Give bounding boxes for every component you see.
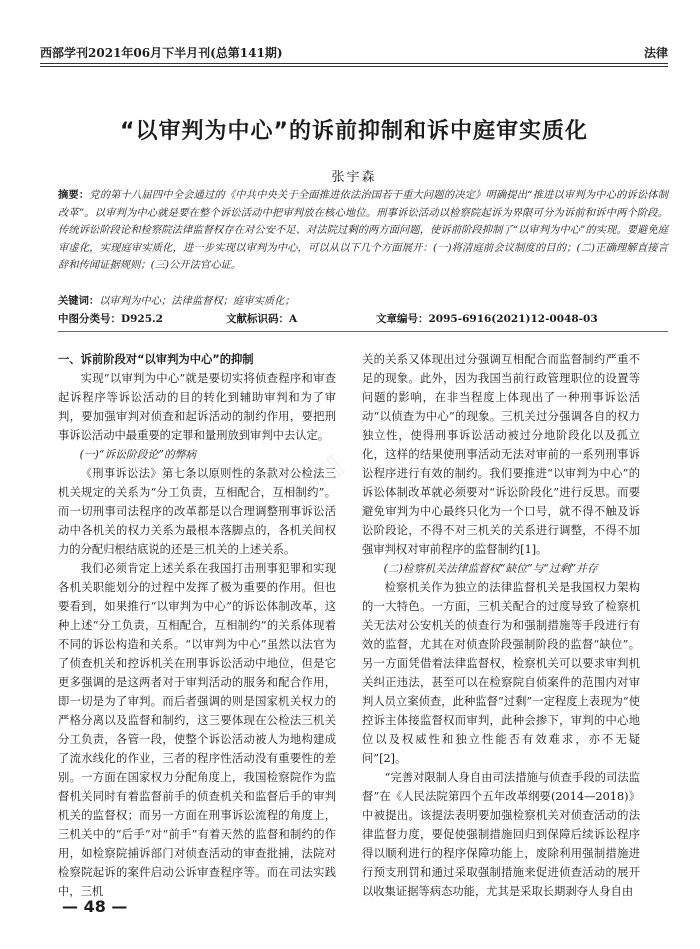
body-paragraph: “完善对限制人身自由司法措施与侦查手段的司法监督”在《人民法院第四个五年改革纲要(2014—2018)》中被提出。该提法表明要加强检察机关对侦查活动的法律监督力度，要促使强制措施回归到保障后续诉讼程序得以顺利进行的程序保障功能上，废除利用强制措施进行预支刑罚和通过采取强制措施来促进侦查活动的展开以收集证据等病态功能，尤其是采取长期剥夺人身自由 bbox=[362, 771, 640, 898]
keywords-text: 以审判为中心；法律监督权；庭审实质化； bbox=[99, 295, 295, 307]
article-number: 文章编号：2095-6916(2021)12-0048-03 bbox=[376, 313, 598, 325]
body-paragraph: 实现“以审判为中心”就是要切实将侦查程序和审查起诉程序等诉讼活动的目的转化到辅助审判和为了审判，要加强审判对侦查和起诉活动的制约作用，要把刑事诉讼活动中最重要的定罪和量刑放到审判中去认定。 bbox=[58, 372, 336, 442]
clc-number: 中图分类号：D925.2 bbox=[58, 313, 163, 325]
page-number: — 48 — bbox=[62, 897, 128, 916]
keywords bbox=[58, 292, 668, 307]
abstract-text: 党的第十八届四中全会通过的《中共中央关于全面推进依法治国若干重大问题的决定》明确提出“推进以审判为中心的诉讼体制改革”。以审判为中心就是要在整个诉讼活动中把审判放在核心地位。刑事诉讼活动以检察院起诉为界限可分为诉前和诉中两个阶段。传统诉讼阶段论和检察院法律监督权存在对公安不足、对法院过剩的两方面问题，使诉前阶段抑制了“以审判为中心”的实现。要避免庭审虚化，实现庭审实质化，进一步实现以审判为中心，可以从以下几个方面展开：(一)将清庭前会议制度的目的；(二)正确理解直接言辞和传闻证据规则；(三)公开法官心证。 bbox=[58, 189, 668, 271]
body-paragraph: 检察机关作为独立的法律监督机关是我国权力架构的一大特色。一方面，三机关配合的过度导致了检察机关无法对公安机关的侦查行为和强制措施等手段进行有效的监督，尤其在对侦查阶段强制阶段的监督“缺位”。另一方面凭借着法律监督权，检察机关可以要求审判机关纠正违法，甚至可以在检察院自侦案件的范围内对审判人员立案侦查，此种监督“过剩”一定程度上表现为“使控诉主体接监督权而审判，此种会掺下，审判的中心地位以及权威性和独立性能否有效难求，亦不无疑问”[2]。 bbox=[362, 581, 640, 765]
header-rule-thin bbox=[40, 66, 668, 67]
body-paragraph: 关的关系又体现出过分强调互相配合而监督制约严重不足的现象。此外，因为我国当前行政管理职位的设置等问题的影响，在非当程度上体现出了一种刑事诉讼活动“以侦查为中心”的现象。三机关过分强调各自的权力独立性，使得刑事诉讼活动被过分地阶段化以及孤立化，这样的结果使刑事活动无法对审前的一系列刑事诉讼程序进行有效的制约。我们要推进“以审判为中心”的诉讼体制改革就必须要对“诉讼阶段化”进行反思。而要避免审判为中心最终只化为一个口号，就不得不触及诉讼阶段论，不得不对三机关的关系进行调整，不得不加强审判权对审前程序的监督制约[1]。 bbox=[362, 353, 640, 556]
classification-row bbox=[58, 311, 668, 327]
section-name: 法律 bbox=[643, 46, 668, 60]
watermark: ℂℕ𝕂𝕀 bbox=[267, 449, 352, 526]
subsection-heading: (一)“诉讼阶段论”的弊病 bbox=[79, 448, 197, 461]
body-column-left bbox=[58, 350, 336, 901]
abstract-label: 摘要： bbox=[58, 189, 90, 201]
body-paragraph: 《刑事诉讼法》第七条以原则性的条款对公检法三机关规定的关系为“分工负责，互相配合，互相制约”。而一切刑事司法程序的改革都是以合理调整刑事诉讼活动中各机关的权力关系为最根本落脚点的，各机关间权力的分配归根结底说的还是三机关的上述关系。 bbox=[58, 467, 336, 556]
author: 张宇森 bbox=[331, 170, 377, 185]
abstract bbox=[58, 187, 668, 275]
header-rule-thick bbox=[40, 63, 668, 64]
article-title: “以审判为中心”的诉前抑制和诉中庭审实质化 bbox=[120, 119, 588, 144]
document-code: 文献标识码：A bbox=[226, 313, 298, 325]
subsection-heading: (二)检察机关法律监督权“缺位”与“过剩”并存 bbox=[383, 562, 598, 575]
body-paragraph: 我们必须肯定上述关系在我国打击刑事犯罪和实现各机关职能划分的过程中发挥了极为重要的作用。但也要看到，如果推行“以审判为中心”的诉讼体制改革，这种上述“分工负责，互相配合，互相制约”的关系体现着不同的诉讼构造和关系。“以审判为中心”虽然以法官为了侦查机关和控诉机关在刑事诉讼活动中地位，但是它更多强调的是这两者对于审判活动的服务和配合作用，即一切是为了审判。而后者强调的则是国家机关权力的严格分离以及监督和制约，这三要体现在公检法三机关分工负责，各管一段，使整个诉讼活动被人为地构建成了流水线化的作业，三者的程序性活动没有重要性的差别。一方面在国家权力分配角度上，我国检察院作为监督机关同时有着监督前手的侦查机关和监督后手的审判机关的监督权；而另一方面在刑事诉讼流程的角度上，三机关中的“后手”对“前手”有着天然的监督和制约的作用，如检察院捕诉部门对侦查活动的审查批捕，法院对检察院起诉的案件启动公诉审查程序等。而在司法实践中，三机 bbox=[58, 562, 336, 898]
body-column-right bbox=[362, 350, 640, 901]
abstract-rule bbox=[58, 331, 668, 332]
keywords-label: 关键词： bbox=[58, 295, 100, 307]
running-header bbox=[40, 44, 668, 62]
journal-issue: 西部学刊2021年06月下半月刊(总第141期) bbox=[40, 46, 283, 60]
section-heading: 一、诉前阶段对“以审判为中心”的抑制 bbox=[58, 353, 254, 366]
